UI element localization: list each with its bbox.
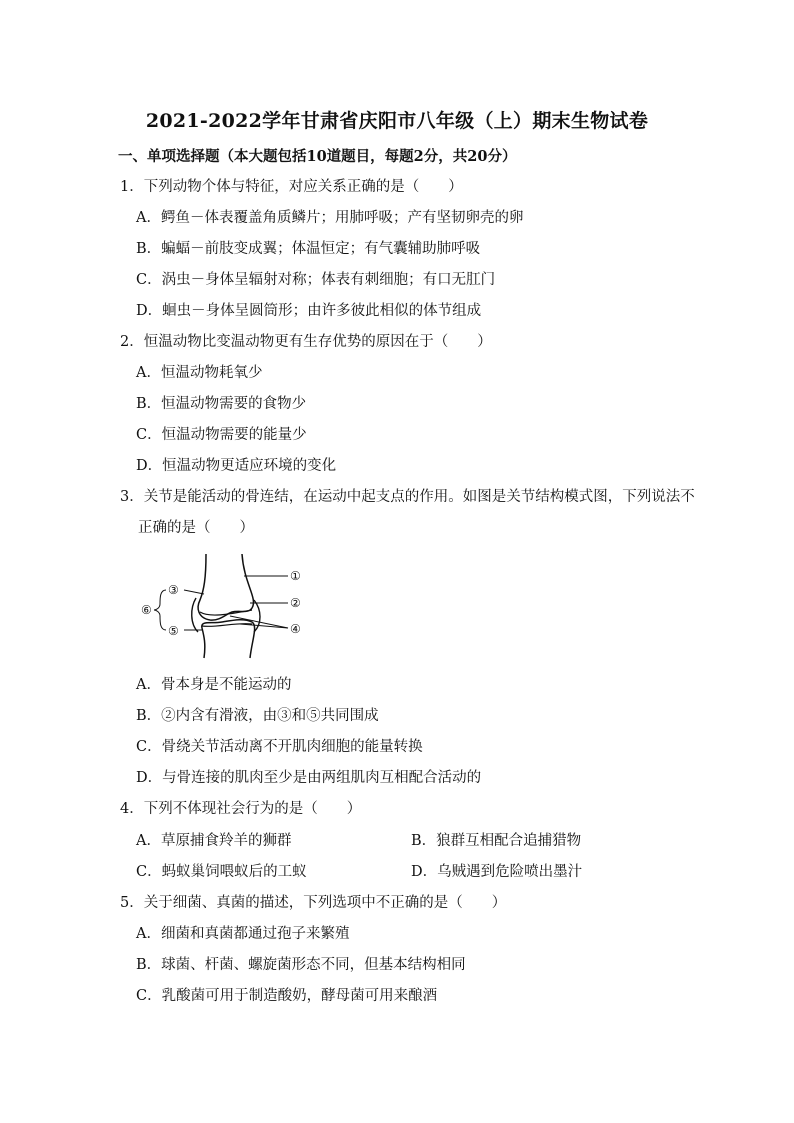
question-3-option-d: D．与骨连接的肌肉至少是由两组肌肉互相配合活动的 bbox=[136, 770, 482, 786]
question-3-stem-line-1: 3．关节是能活动的骨连结，在运动中起支点的作用。如图是关节结构模式图，下列说法不 bbox=[120, 489, 695, 505]
question-3-stem-line-2: 正确的是（ ） bbox=[138, 520, 254, 536]
question-1-option-d: D．蛔虫－身体呈圆筒形；由许多彼此相似的体节组成 bbox=[136, 303, 482, 319]
question-2-option-c: C．恒温动物需要的能量少 bbox=[136, 427, 307, 443]
question-4-option-c: C．蚂蚁巢饲喂蚁后的工蚁 bbox=[136, 864, 307, 880]
question-2-option-d: D．恒温动物更适应环境的变化 bbox=[136, 458, 337, 474]
question-5-option-c: C．乳酸菌可用于制造酸奶，酵母菌可用来酿酒 bbox=[136, 988, 438, 1004]
question-2-stem: 2．恒温动物比变温动物更有生存优势的原因在于（ ） bbox=[120, 334, 492, 350]
label-1: ① bbox=[290, 569, 301, 583]
label-3: ③ bbox=[168, 583, 179, 597]
question-5-option-b: B．球菌、杆菌、螺旋菌形态不同，但基本结构相同 bbox=[136, 957, 466, 973]
question-1-option-b: B．蝙蝠－前肢变成翼；体温恒定；有气囊辅助肺呼吸 bbox=[136, 241, 481, 257]
joint-capsule-left bbox=[192, 598, 198, 632]
label-6: ⑥ bbox=[141, 603, 152, 617]
question-2-option-a: A．恒温动物耗氧少 bbox=[136, 365, 263, 381]
section-heading: 一、单项选择题（本大题包括10道题目，每题2分，共20分） bbox=[118, 148, 517, 165]
question-1-stem: 1．下列动物个体与特征，对应关系正确的是（ ） bbox=[120, 179, 463, 195]
label-2: ② bbox=[290, 596, 301, 610]
question-3-option-b: B．②内含有滑液，由③和⑤共同围成 bbox=[136, 708, 379, 724]
leader-line-3 bbox=[184, 590, 204, 594]
question-3-option-a: A．骨本身是不能运动的 bbox=[136, 677, 292, 693]
label-4: ④ bbox=[290, 622, 301, 636]
question-2-option-b: B．恒温动物需要的食物少 bbox=[136, 396, 307, 412]
question-1-option-a: A．鳄鱼－体表覆盖角质鳞片；用肺呼吸；产有坚韧卵壳的卵 bbox=[136, 210, 524, 226]
question-4-option-b: B．狼群互相配合追捕猎物 bbox=[411, 833, 582, 849]
page-title: 2021-2022学年甘肃省庆阳市八年级（上）期末生物试卷 bbox=[145, 110, 649, 132]
question-4-option-d: D．乌贼遇到危险喷出墨汁 bbox=[411, 864, 583, 880]
lower-bone-outline bbox=[202, 620, 255, 658]
question-4-stem: 4．下列不体现社会行为的是（ ） bbox=[120, 801, 362, 817]
question-4-option-a: A．草原捕食羚羊的狮群 bbox=[136, 833, 292, 849]
joint-structure-diagram bbox=[140, 548, 320, 664]
question-5-stem: 5．关于细菌、真菌的描述，下列选项中不正确的是（ ） bbox=[120, 895, 507, 911]
question-5-option-a: A．细菌和真菌都通过孢子来繁殖 bbox=[136, 926, 350, 942]
question-3-option-c: C．骨绕关节活动离不开肌肉细胞的能量转换 bbox=[136, 739, 423, 755]
upper-bone-outline bbox=[198, 554, 253, 620]
question-1-option-c: C．涡虫－身体呈辐射对称；体表有刺细胞；有口无肛门 bbox=[136, 272, 496, 288]
leader-line-4a bbox=[230, 616, 288, 628]
label-5: ⑤ bbox=[168, 624, 179, 638]
bracket-6 bbox=[154, 590, 166, 630]
